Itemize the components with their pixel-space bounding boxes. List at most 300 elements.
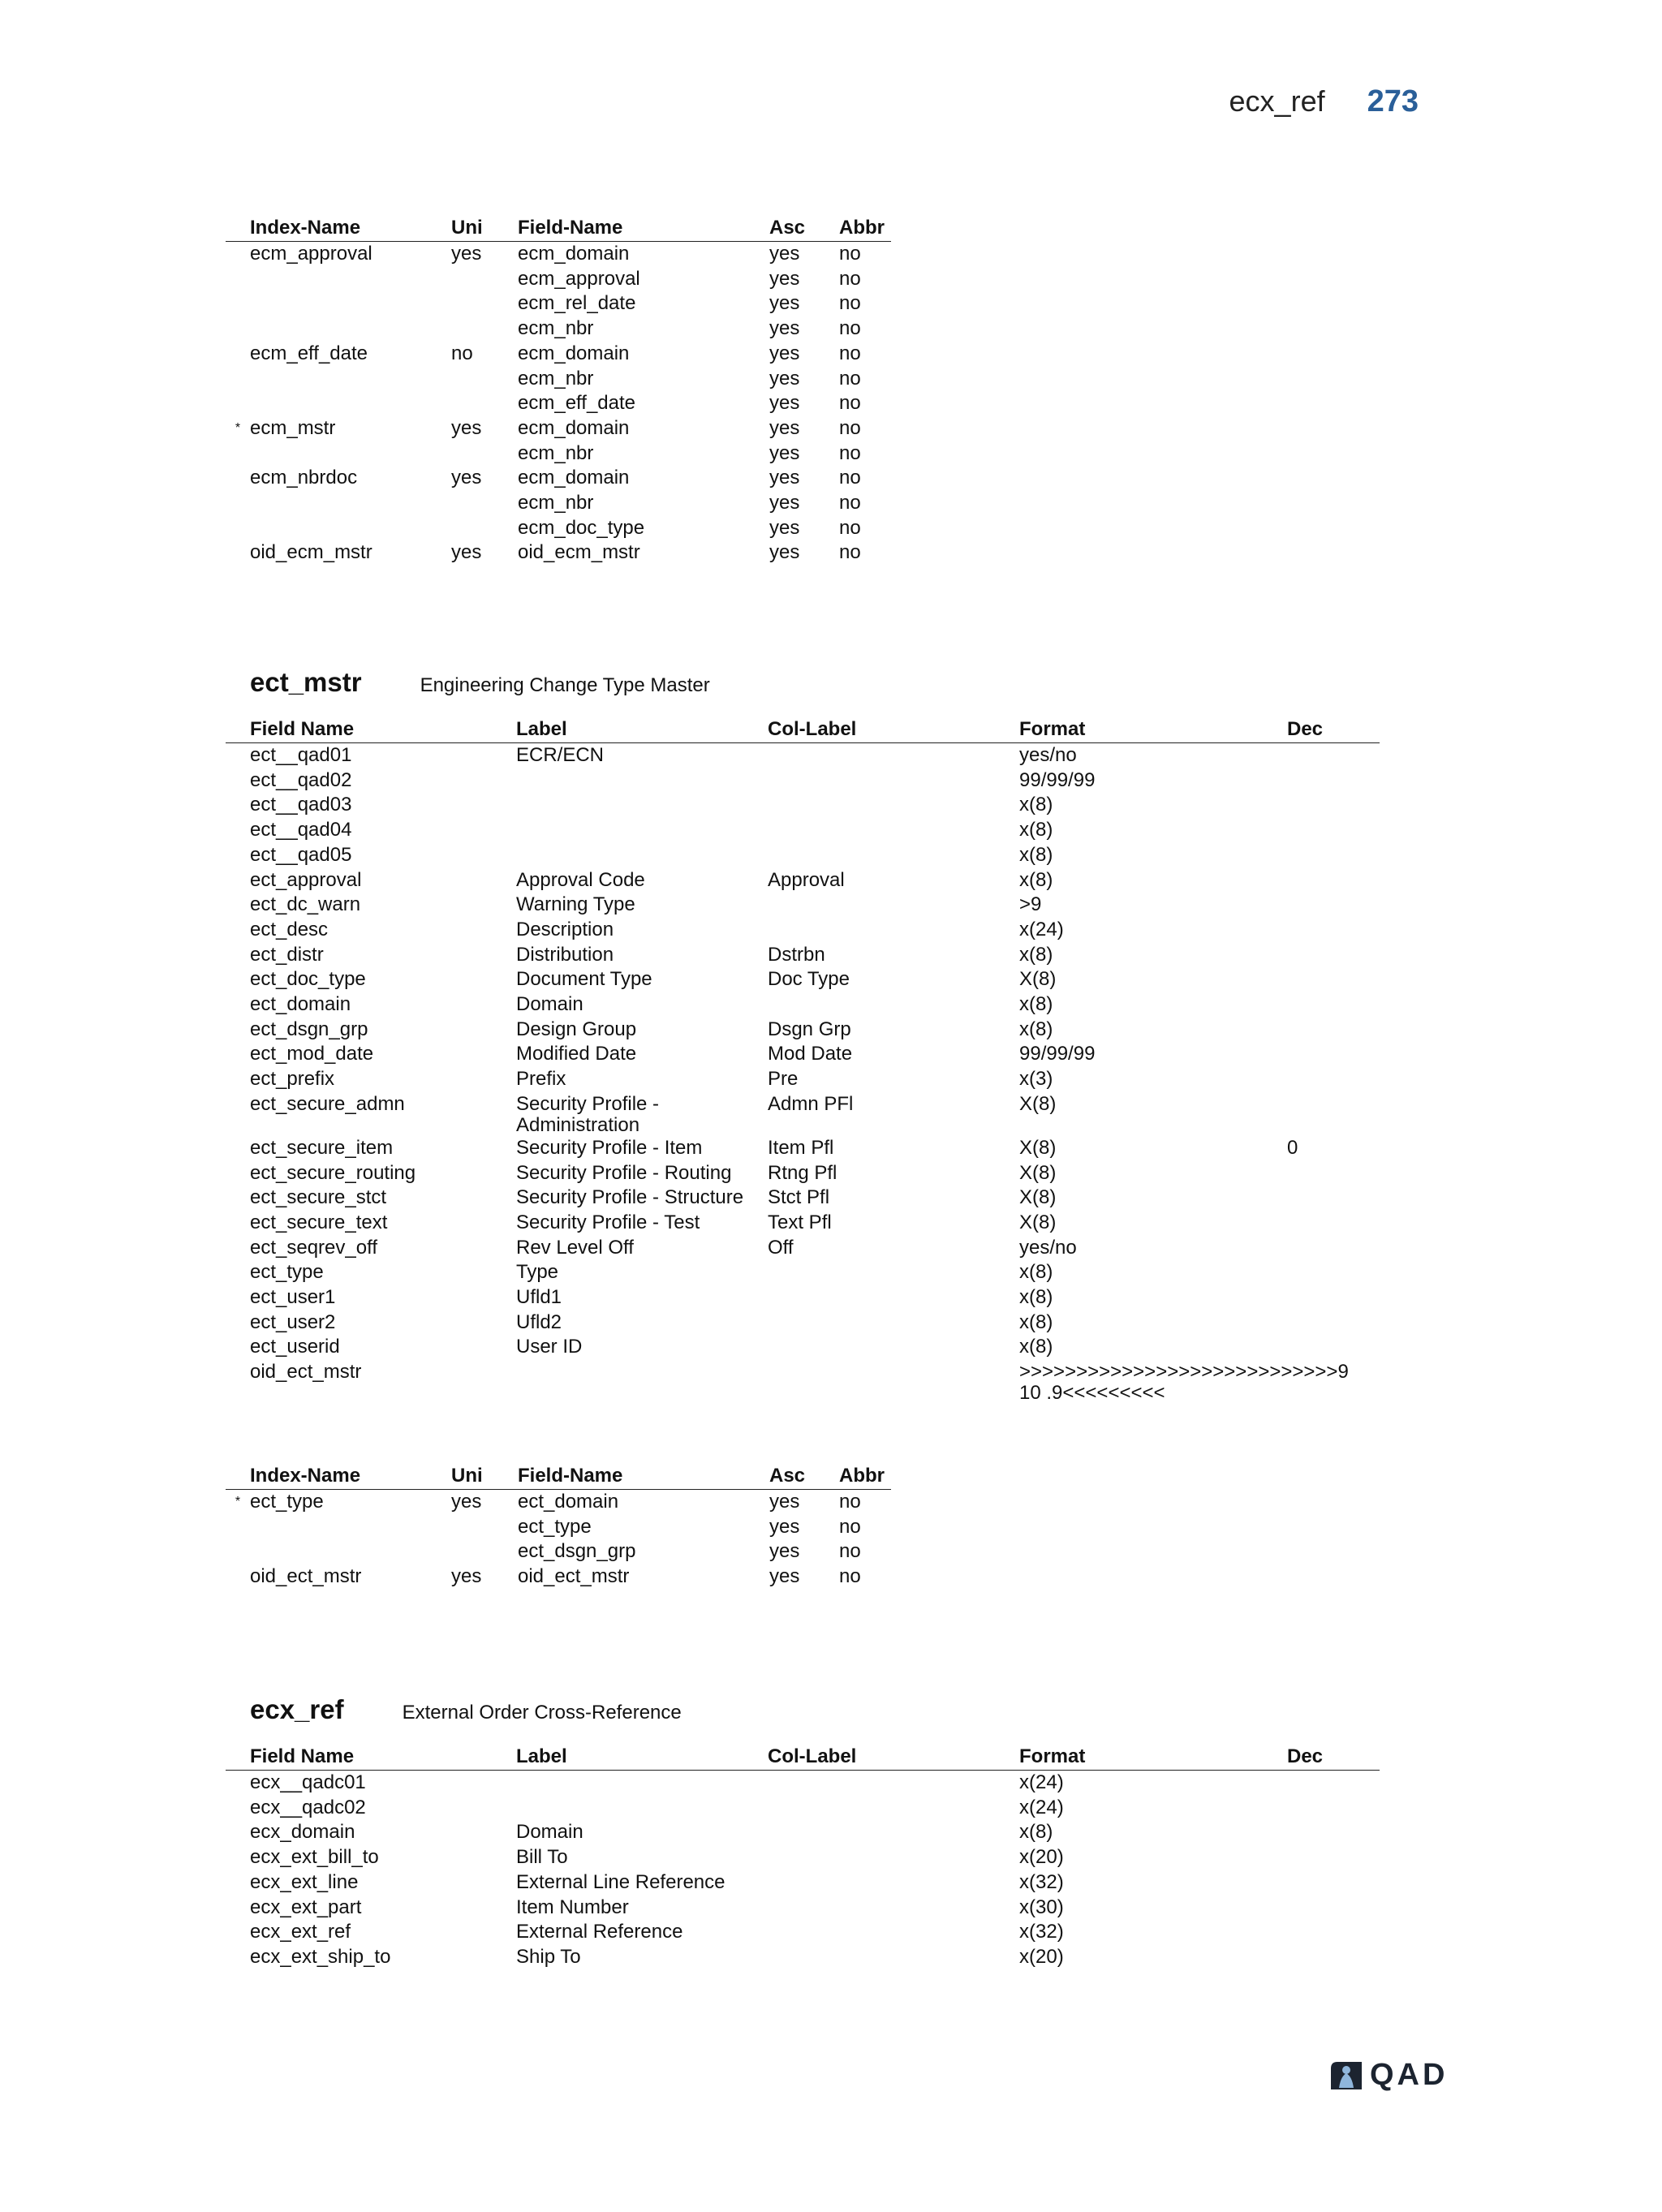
- field-name: ect_secure_admn: [250, 1092, 405, 1115]
- index-header-row: [226, 1461, 891, 1490]
- abbreviated-flag: no: [839, 392, 861, 415]
- field-row: [226, 1335, 1380, 1360]
- field-name: ect_domain: [518, 1491, 619, 1513]
- field-format: x(8): [1019, 1261, 1053, 1284]
- primary-marker: [226, 441, 250, 467]
- field-label: Domain: [516, 1821, 583, 1844]
- ascending-flag: yes: [769, 1515, 800, 1538]
- field-label: Security Profile - Item: [516, 1136, 703, 1159]
- row-spacer: [226, 967, 250, 992]
- index-name: ecm_mstr: [250, 416, 336, 439]
- field-row: [226, 1945, 1380, 1970]
- abbreviated-flag: no: [839, 243, 861, 265]
- ascending-flag: yes: [769, 1565, 800, 1588]
- decimals: [1287, 1820, 1587, 1845]
- ascending-flag: yes: [769, 292, 800, 315]
- row-spacer: [226, 918, 250, 943]
- unique-flag: [451, 391, 518, 416]
- decimals: [1287, 1260, 1587, 1285]
- field-name: ect_doc_type: [250, 968, 366, 991]
- primary-marker: [226, 491, 250, 516]
- field-row: [226, 1360, 1380, 1404]
- field-row: [226, 1067, 1380, 1092]
- decimals: [1287, 1771, 1587, 1796]
- decimals: [1287, 992, 1587, 1018]
- ascending-flag: yes: [769, 267, 800, 290]
- field-label: [516, 793, 768, 818]
- index-name: [250, 516, 451, 541]
- field-format: x(24): [1019, 1771, 1064, 1793]
- decimals: [1287, 1845, 1587, 1870]
- primary-marker: [226, 342, 250, 367]
- index-name: oid_ecm_mstr: [250, 541, 372, 564]
- column-header: Asc: [769, 1465, 806, 1487]
- field-format: x(8): [1019, 1310, 1053, 1333]
- index-header-row: [226, 213, 891, 242]
- row-spacer: [226, 1896, 250, 1921]
- abbreviated-flag: no: [839, 541, 861, 564]
- column-label: Admn PFl: [768, 1092, 854, 1115]
- index-name: ecm_eff_date: [250, 342, 368, 364]
- index-row: [226, 1539, 891, 1564]
- field-format: x(20): [1019, 1945, 1064, 1968]
- primary-marker: [226, 267, 250, 292]
- table-description: External Order Cross-Reference: [402, 1702, 682, 1724]
- unique-flag: yes: [451, 467, 482, 489]
- decimals: [1287, 1945, 1587, 1970]
- decimals: [1287, 868, 1587, 893]
- field-label: Ufld2: [516, 1310, 562, 1333]
- index-row: [226, 1564, 891, 1590]
- field-name: ect_seqrev_off: [250, 1236, 377, 1259]
- field-format: x(24): [1019, 918, 1064, 940]
- ascending-flag: yes: [769, 541, 800, 564]
- decimals: [1287, 818, 1587, 843]
- field-row: [226, 1845, 1380, 1870]
- ascending-flag: yes: [769, 392, 800, 415]
- field-name: ecx_ext_line: [250, 1870, 359, 1893]
- field-name: ecm_domain: [518, 467, 630, 489]
- index-name: [250, 441, 451, 467]
- column-header: Index-Name: [250, 217, 361, 239]
- primary-marker: [226, 466, 250, 491]
- field-name: ect_user1: [250, 1286, 336, 1309]
- unique-flag: no: [451, 342, 473, 364]
- unique-flag: [451, 316, 518, 342]
- field-name: ect_userid: [250, 1336, 340, 1358]
- field-format: x(24): [1019, 1796, 1064, 1818]
- row-spacer: [226, 1260, 250, 1285]
- column-header: Uni: [451, 217, 483, 239]
- decimals: 0: [1287, 1136, 1298, 1159]
- field-format: x(8): [1019, 1018, 1053, 1040]
- field-name: ecx_ext_bill_to: [250, 1846, 379, 1869]
- decimals: [1287, 768, 1587, 794]
- index-name: [250, 1539, 451, 1564]
- index-name: [250, 291, 451, 316]
- column-label: Pre: [768, 1068, 799, 1091]
- decimals: [1287, 743, 1587, 768]
- decimals: [1287, 1896, 1587, 1921]
- field-format: 99/99/99: [1019, 1043, 1096, 1065]
- field-format: x(30): [1019, 1896, 1064, 1918]
- row-spacer: [226, 768, 250, 794]
- column-header: Field-Name: [518, 1465, 623, 1487]
- primary-marker: [226, 291, 250, 316]
- unique-flag: [451, 267, 518, 292]
- field-format: >>>>>>>>>>>>>>>>>>>>>>>>>>>>9 10 .9<<<<<<<<<: [1019, 1361, 1349, 1405]
- unique-flag: [451, 491, 518, 516]
- column-header: Label: [516, 1745, 567, 1767]
- decimals: [1287, 1211, 1587, 1236]
- ascending-flag: yes: [769, 516, 800, 539]
- abbreviated-flag: no: [839, 492, 861, 514]
- field-row: [226, 1211, 1380, 1236]
- decimals: [1287, 1018, 1587, 1043]
- index-name: [250, 391, 451, 416]
- index-name: [250, 491, 451, 516]
- column-label: [768, 1896, 1019, 1921]
- index-name: oid_ect_mstr: [250, 1565, 362, 1588]
- abbreviated-flag: no: [839, 467, 861, 489]
- field-name: ect_domain: [250, 993, 351, 1016]
- field-name: ect_secure_text: [250, 1211, 388, 1233]
- decimals: [1287, 1186, 1587, 1211]
- field-label: Design Group: [516, 1018, 637, 1040]
- field-label: Security Profile - Structure: [516, 1186, 744, 1209]
- decimals: [1287, 918, 1587, 943]
- column-header: Field Name: [250, 718, 355, 740]
- field-header-row: [226, 714, 1380, 743]
- column-header: Field-Name: [518, 217, 623, 239]
- row-spacer: [226, 943, 250, 968]
- field-format: X(8): [1019, 1161, 1057, 1184]
- column-label: Off: [768, 1236, 794, 1259]
- decimals: [1287, 1092, 1587, 1136]
- column-header: Dec: [1287, 718, 1324, 740]
- field-label: Security Profile - Routing: [516, 1161, 732, 1184]
- index-name: ecm_approval: [250, 243, 372, 265]
- index-row: [226, 291, 891, 316]
- ascending-flag: yes: [769, 1491, 800, 1513]
- field-label: Type: [516, 1261, 559, 1284]
- primary-marker: [226, 540, 250, 566]
- field-name: ect__qad03: [250, 794, 352, 816]
- field-row: [226, 893, 1380, 918]
- column-label: Item Pfl: [768, 1136, 834, 1159]
- index-name: [250, 1515, 451, 1540]
- column-label: Doc Type: [768, 968, 850, 991]
- field-label: Ufld1: [516, 1286, 562, 1309]
- ascending-flag: yes: [769, 317, 800, 340]
- index-row: [226, 1490, 891, 1515]
- primary-marker: [226, 316, 250, 342]
- index-row: [226, 242, 891, 267]
- field-name: ecm_domain: [518, 342, 630, 364]
- row-spacer: [226, 1186, 250, 1211]
- field-label: [516, 1360, 768, 1404]
- field-label: Approval Code: [516, 868, 645, 891]
- column-header: Field Name: [250, 1745, 355, 1767]
- abbreviated-flag: no: [839, 441, 861, 464]
- field-label: User ID: [516, 1336, 583, 1358]
- index-row: [226, 367, 891, 392]
- field-row: [226, 1796, 1380, 1821]
- field-row: [226, 1896, 1380, 1921]
- row-spacer: [226, 868, 250, 893]
- unique-flag: [451, 1539, 518, 1564]
- column-label: [768, 1845, 1019, 1870]
- page-number: 273: [1367, 84, 1419, 118]
- field-row: [226, 1092, 1380, 1136]
- row-spacer: [226, 1042, 250, 1067]
- field-row: [226, 818, 1380, 843]
- field-name: ect_dsgn_grp: [250, 1018, 368, 1040]
- index-name: [250, 316, 451, 342]
- abbreviated-flag: no: [839, 317, 861, 340]
- column-header: Label: [516, 718, 567, 740]
- column-label: [768, 1920, 1019, 1945]
- field-name: ecx_domain: [250, 1821, 355, 1844]
- index-name: [250, 367, 451, 392]
- section-title-ect-mstr: [250, 667, 710, 698]
- column-label: [768, 1945, 1019, 1970]
- abbreviated-flag: no: [839, 1515, 861, 1538]
- row-spacer: [226, 1310, 250, 1336]
- field-name: ecm_rel_date: [518, 292, 636, 315]
- column-label: [768, 743, 1019, 768]
- field-label: Distribution: [516, 943, 614, 966]
- field-format: x(32): [1019, 1870, 1064, 1893]
- row-spacer: [226, 1285, 250, 1310]
- field-name: oid_ecm_mstr: [518, 541, 640, 564]
- decimals: [1287, 1310, 1587, 1336]
- running-title: ecx_ref: [1229, 84, 1325, 118]
- row-spacer: [226, 1771, 250, 1796]
- abbreviated-flag: no: [839, 516, 861, 539]
- section-title-ecx-ref: [250, 1694, 682, 1725]
- field-label: [516, 818, 768, 843]
- primary-marker: [226, 1564, 250, 1590]
- field-format: x(20): [1019, 1846, 1064, 1869]
- primary-marker: [226, 367, 250, 392]
- decimals: [1287, 1161, 1587, 1186]
- field-label: Domain: [516, 993, 583, 1016]
- index-table-ecm: [226, 213, 891, 566]
- decimals: [1287, 1042, 1587, 1067]
- field-format: yes/no: [1019, 1236, 1077, 1259]
- row-spacer: [226, 1820, 250, 1845]
- row-spacer: [226, 1161, 250, 1186]
- index-row: [226, 416, 891, 441]
- ascending-flag: yes: [769, 342, 800, 364]
- field-row: [226, 1870, 1380, 1896]
- unique-flag: [451, 1515, 518, 1540]
- primary-marker: [226, 391, 250, 416]
- field-format: x(32): [1019, 1921, 1064, 1943]
- row-spacer: [226, 743, 250, 768]
- field-format: X(8): [1019, 1136, 1057, 1159]
- unique-flag: yes: [451, 1565, 482, 1588]
- column-label: [768, 1820, 1019, 1845]
- field-format: X(8): [1019, 1211, 1057, 1233]
- row-spacer: [226, 818, 250, 843]
- index-row: [226, 267, 891, 292]
- field-name: ecm_eff_date: [518, 392, 635, 415]
- field-name: ect__qad01: [250, 744, 352, 766]
- field-name: ect_user2: [250, 1310, 336, 1333]
- decimals: [1287, 943, 1587, 968]
- column-label: Rtng Pfl: [768, 1161, 837, 1184]
- column-header: Col-Label: [768, 1745, 857, 1767]
- ascending-flag: yes: [769, 441, 800, 464]
- field-row: [226, 868, 1380, 893]
- field-label: Security Profile - Test: [516, 1211, 700, 1233]
- decimals: [1287, 793, 1587, 818]
- field-format: X(8): [1019, 1092, 1057, 1115]
- field-row: [226, 793, 1380, 818]
- primary-marker: *: [235, 1495, 241, 1508]
- primary-marker: [226, 1539, 250, 1564]
- field-name: ect_type: [250, 1261, 324, 1284]
- field-name: ecm_nbr: [518, 441, 594, 464]
- decimals: [1287, 1920, 1587, 1945]
- field-name: oid_ect_mstr: [250, 1361, 362, 1384]
- row-spacer: [226, 1335, 250, 1360]
- column-header: Abbr: [839, 217, 885, 239]
- field-name: ect_prefix: [250, 1068, 335, 1091]
- abbreviated-flag: no: [839, 267, 861, 290]
- field-format: X(8): [1019, 1186, 1057, 1209]
- field-table-ect-mstr: [226, 714, 1380, 1404]
- ascending-flag: yes: [769, 416, 800, 439]
- unique-flag: yes: [451, 416, 482, 439]
- field-name: ect_secure_routing: [250, 1161, 416, 1184]
- field-label: Security Profile - Administration: [516, 1092, 660, 1136]
- row-spacer: [226, 992, 250, 1018]
- field-row: [226, 1042, 1380, 1067]
- primary-marker: [226, 516, 250, 541]
- field-name: ect_secure_stct: [250, 1186, 387, 1209]
- page-header: [1229, 84, 1419, 119]
- field-name: ecm_doc_type: [518, 516, 645, 539]
- index-name: [250, 267, 451, 292]
- field-name: ecm_nbr: [518, 317, 594, 340]
- unique-flag: yes: [451, 1491, 482, 1513]
- field-name: ecm_domain: [518, 243, 630, 265]
- index-row: [226, 1515, 891, 1540]
- decimals: [1287, 1285, 1587, 1310]
- field-format: x(3): [1019, 1068, 1053, 1091]
- field-name: ect_mod_date: [250, 1043, 374, 1065]
- field-name: ecx__qadc02: [250, 1796, 366, 1818]
- field-name: oid_ect_mstr: [518, 1565, 630, 1588]
- field-label: Ship To: [516, 1945, 581, 1968]
- field-name: ect_dc_warn: [250, 893, 361, 916]
- field-format: x(8): [1019, 1821, 1053, 1844]
- row-spacer: [226, 1092, 250, 1136]
- abbreviated-flag: no: [839, 1491, 861, 1513]
- field-name: ecx__qadc01: [250, 1771, 366, 1793]
- column-header: Dec: [1287, 1745, 1324, 1767]
- decimals: [1287, 893, 1587, 918]
- field-row: [226, 1018, 1380, 1043]
- index-row: [226, 316, 891, 342]
- field-format: x(8): [1019, 943, 1053, 966]
- column-label: [768, 1260, 1019, 1285]
- column-label: Mod Date: [768, 1043, 853, 1065]
- field-format: 99/99/99: [1019, 768, 1096, 791]
- field-row: [226, 1310, 1380, 1336]
- index-row: [226, 491, 891, 516]
- table-description: Engineering Change Type Master: [420, 674, 710, 696]
- field-label: Document Type: [516, 968, 652, 991]
- column-label: [768, 1335, 1019, 1360]
- column-header: Asc: [769, 217, 806, 239]
- field-name: ecx_ext_ship_to: [250, 1945, 391, 1968]
- decimals: [1287, 1360, 1587, 1404]
- field-row: [226, 1920, 1380, 1945]
- column-label: [768, 1796, 1019, 1821]
- field-label: Bill To: [516, 1846, 568, 1869]
- unique-flag: [451, 367, 518, 392]
- field-format: >9: [1019, 893, 1042, 916]
- column-label: [768, 1285, 1019, 1310]
- column-header: Uni: [451, 1465, 483, 1487]
- decimals: [1287, 1796, 1587, 1821]
- table-name: ect_mstr: [250, 667, 362, 697]
- unique-flag: yes: [451, 243, 482, 265]
- decimals: [1287, 967, 1587, 992]
- field-row: [226, 843, 1380, 868]
- field-name: ecm_nbr: [518, 367, 594, 389]
- ascending-flag: yes: [769, 467, 800, 489]
- field-table-ecx-ref: [226, 1741, 1380, 1970]
- field-format: x(8): [1019, 843, 1053, 866]
- unique-flag: [451, 441, 518, 467]
- field-label: Prefix: [516, 1068, 566, 1091]
- abbreviated-flag: no: [839, 416, 861, 439]
- ascending-flag: yes: [769, 243, 800, 265]
- field-format: x(8): [1019, 993, 1053, 1016]
- index-name: ecm_nbrdoc: [250, 467, 358, 489]
- column-label: Text Pfl: [768, 1211, 832, 1233]
- column-label: Approval: [768, 868, 845, 891]
- field-row: [226, 1285, 1380, 1310]
- field-format: x(8): [1019, 1286, 1053, 1309]
- field-row: [226, 918, 1380, 943]
- field-format: x(8): [1019, 868, 1053, 891]
- index-row: [226, 466, 891, 491]
- row-spacer: [226, 1845, 250, 1870]
- column-label: [768, 992, 1019, 1018]
- column-label: [768, 818, 1019, 843]
- field-name: ect_secure_item: [250, 1136, 394, 1159]
- field-row: [226, 992, 1380, 1018]
- index-row: [226, 516, 891, 541]
- field-row: [226, 967, 1380, 992]
- field-row: [226, 1820, 1380, 1845]
- decimals: [1287, 1335, 1587, 1360]
- ascending-flag: yes: [769, 367, 800, 389]
- abbreviated-flag: no: [839, 342, 861, 364]
- column-header: Abbr: [839, 1465, 885, 1487]
- row-spacer: [226, 843, 250, 868]
- unique-flag: yes: [451, 541, 482, 564]
- decimals: [1287, 1067, 1587, 1092]
- field-label: Warning Type: [516, 893, 635, 916]
- field-name: ect_distr: [250, 943, 324, 966]
